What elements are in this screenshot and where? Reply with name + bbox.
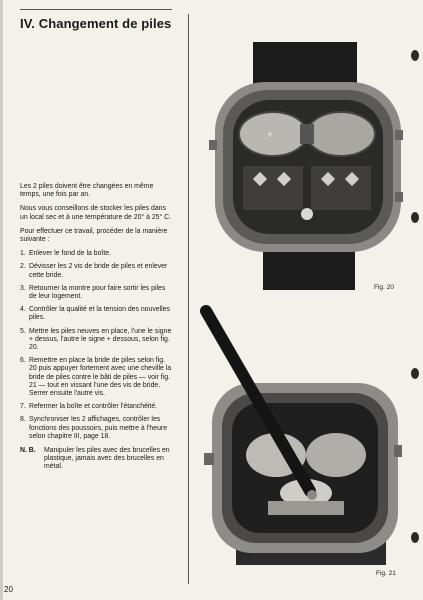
header-rule xyxy=(20,9,172,10)
nota-bene xyxy=(20,447,173,472)
binder-hole xyxy=(411,212,419,223)
nb-text: Manipuler les piles avec des brucelles en plastique, jamais avec des brucelles en métal. xyxy=(44,447,170,471)
step-text: Refermer la boîte et contrôler l'étanchéité. xyxy=(29,403,158,411)
list-item xyxy=(20,285,173,301)
intro-paragraph: Les 2 piles doivent être changées en même temps, une fois par an. xyxy=(20,183,154,199)
nb-label: N. B. xyxy=(20,447,36,455)
list-item xyxy=(20,263,173,279)
list-item xyxy=(20,306,173,322)
section-title: IV. Changement de piles xyxy=(20,16,172,31)
intro-paragraph: Pour effectuer ce travail, procéder de la manière suivante : xyxy=(20,227,168,244)
text-column xyxy=(20,183,173,472)
step-text: Retourner la montre pour faire sortir les piles de leur logement. xyxy=(29,284,166,301)
watch-bridge-illustration xyxy=(198,305,405,565)
binder-hole xyxy=(411,532,419,543)
binder-hole xyxy=(411,368,419,379)
step-text: Dévisser les 2 vis de bride de piles et enlever cette bride. xyxy=(29,263,168,279)
step-number: 8. xyxy=(20,416,26,424)
page-number: 20 xyxy=(4,585,13,594)
list-item xyxy=(20,403,173,411)
svg-text:+: + xyxy=(267,130,273,141)
list-item xyxy=(20,416,173,441)
step-text: Mettre les piles neuves en place, l'une le signe + dessus, l'autre le signe + dessous, selon fig. 20. xyxy=(29,327,172,352)
step-number: 2. xyxy=(20,263,26,271)
column-divider xyxy=(188,14,189,584)
figure-21-caption: Fig. 21 xyxy=(376,570,396,577)
list-item xyxy=(20,357,173,398)
step-text: Synchroniser les 2 affichages, contrôler les fonctions des poussoirs, puis mettre à l'heure selon chapitre III, page 18. xyxy=(29,416,168,440)
step-number: 6. xyxy=(20,357,26,365)
step-number: 1. xyxy=(20,250,26,258)
watch-batteries-illustration xyxy=(205,42,405,290)
figure-20-caption: Fig. 20 xyxy=(374,284,394,291)
figure-21-photo xyxy=(198,305,405,565)
figure-20-photo xyxy=(205,42,405,290)
intro-paragraph: Nous vous conseillons de stocker les piles dans un local sec et à une température de 20° à 25° C. xyxy=(20,205,172,221)
step-number: 4. xyxy=(20,306,26,314)
list-item xyxy=(20,250,173,258)
steps-list xyxy=(20,250,173,441)
list-item xyxy=(20,328,173,353)
step-number: 3. xyxy=(20,284,26,292)
step-number: 5. xyxy=(20,327,26,335)
step-number: 7. xyxy=(20,403,26,411)
step-text: Enlever le fond de la boîte. xyxy=(29,250,111,258)
step-text: Remettre en place la bride de piles selon fig. 20 puis appuyer fortement avec une cheville la bride de piles contre le bâti de piles — voir fig. 21 — tout en vissant l'une des vis de bride. Serrer ensuite l'autre vis. xyxy=(29,357,172,398)
step-text: Contrôler la qualité et la tension des nouvelles piles. xyxy=(29,306,170,322)
binder-hole xyxy=(411,50,419,61)
